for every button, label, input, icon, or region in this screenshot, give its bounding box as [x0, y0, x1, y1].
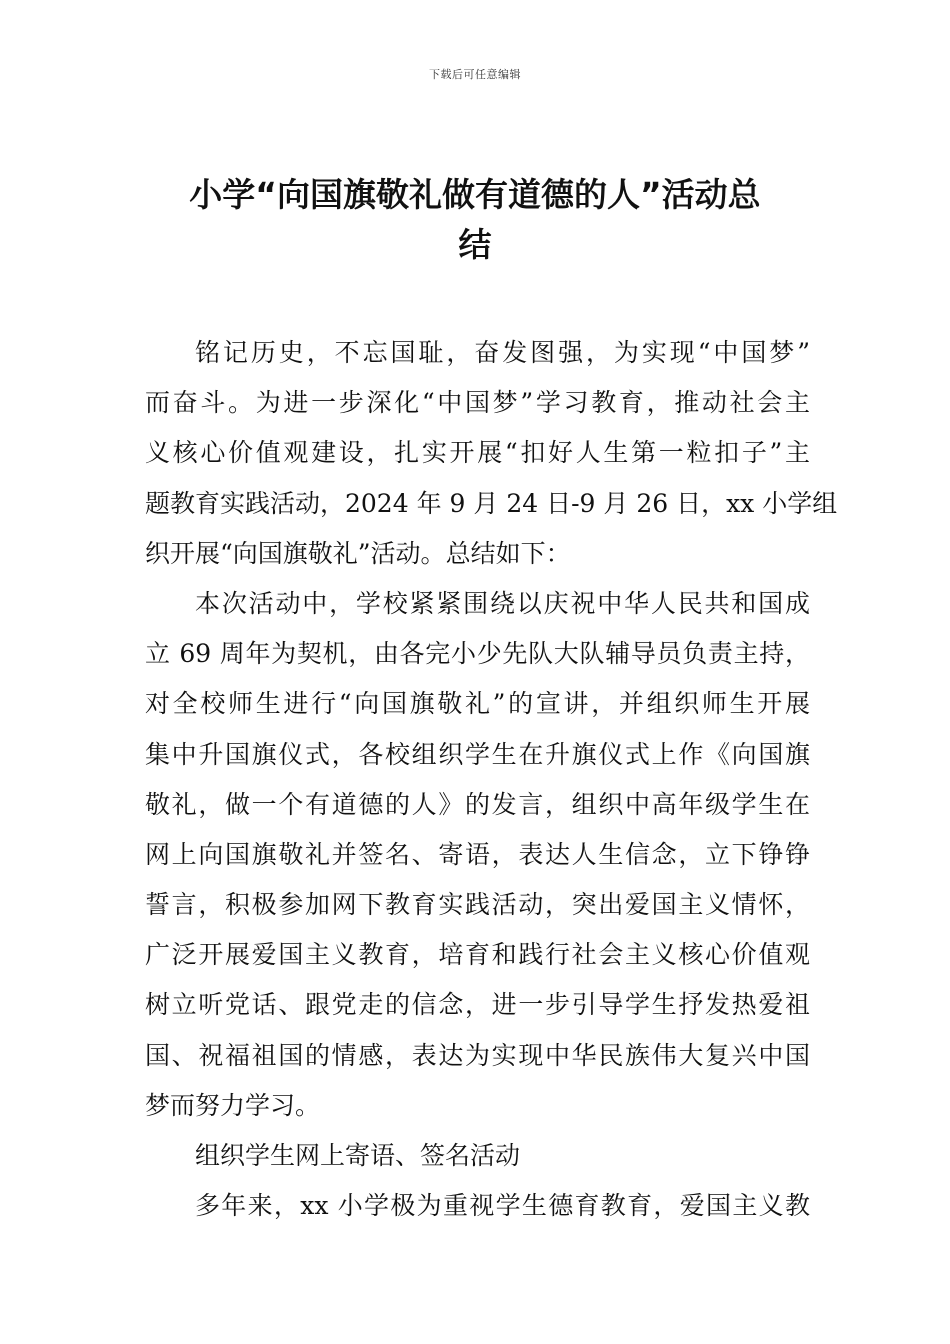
text-line: 义核心价值观建设，扎实开展“扣好人生第一粒扣子”主 [145, 438, 810, 468]
text-line: 网上向国旗敬礼并签名、寄语，表达人生信念，立下铮铮 [145, 839, 810, 869]
text-line: 对全校师生进行“向国旗敬礼”的宣讲，并组织师生开展 [145, 689, 810, 719]
text-line: 立 69 周年为契机，由各完小少先队大队辅导员负责主持， [145, 639, 810, 669]
text-line: 梦而努力学习。 [145, 1090, 321, 1120]
paragraph-intro [145, 328, 838, 579]
page-header-note: 下载后可任意编辑 [429, 68, 521, 81]
text-line: 组织学生网上寄语、签名活动 [195, 1141, 521, 1170]
text-line: 广泛开展爱国主义教育，培育和践行社会主义核心价值观 [145, 940, 810, 970]
text-line: 织开展“向国旗敬礼”活动。总结如下： [145, 538, 571, 568]
section-heading [145, 1131, 810, 1181]
text-line: 树立听党话、跟党走的信念，进一步引导学生抒发热爱祖 [145, 990, 810, 1020]
paragraph-activity [145, 579, 810, 1131]
document-body [145, 328, 838, 1231]
text-line: 题教育实践活动，2024 年 9 月 24 日-9 月 26 日，xx 小学组 [145, 488, 838, 518]
title-line-1: 小学“向国旗敬礼做有道德的人”活动总 [189, 175, 761, 214]
text-line: 多年来，xx 小学极为重视学生德育教育，爱国主义教 [195, 1191, 810, 1221]
text-line: 集中升国旗仪式，各校组织学生在升旗仪式上作《向国旗 [145, 739, 810, 769]
text-line: 铭记历史，不忘国耻，奋发图强，为实现“中国梦” [195, 338, 810, 367]
text-line: 国、祝福祖国的情感，表达为实现中华民族伟大复兴中国 [145, 1040, 810, 1070]
text-line: 而奋斗。为进一步深化“中国梦”学习教育，推动社会主 [145, 388, 810, 418]
page-title [145, 170, 805, 270]
title-line-2: 结 [458, 225, 492, 264]
text-line: 誓言，积极参加网下教育实践活动，突出爱国主义情怀， [145, 890, 810, 920]
text-line: 本次活动中，学校紧紧围绕以庆祝中华人民共和国成 [195, 588, 810, 618]
paragraph-background [145, 1181, 810, 1231]
text-line: 敬礼，做一个有道德的人》的发言，组织中高年级学生在 [145, 789, 810, 819]
